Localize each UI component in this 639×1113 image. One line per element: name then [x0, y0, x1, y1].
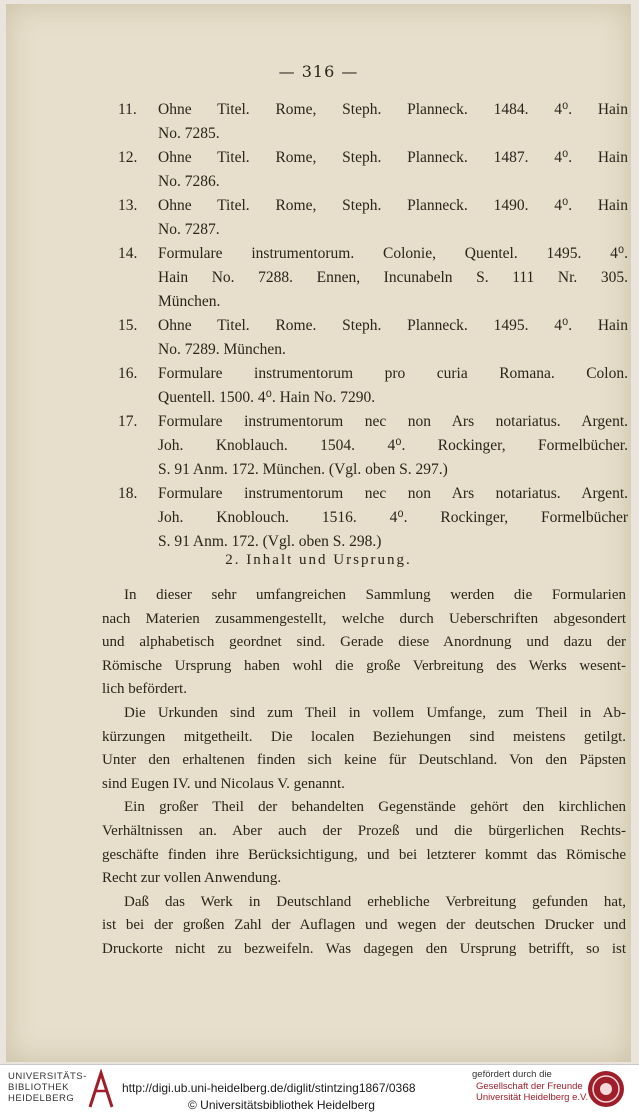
entry-number: 11. — [118, 101, 137, 118]
entry-line: Ohne Titel. Rome, Steph. Planneck. 1490. 4⁰. Hain — [158, 197, 628, 214]
entry-number: 17. — [118, 413, 138, 430]
footer-bar — [0, 1064, 639, 1113]
sponsor-name — [476, 1081, 588, 1103]
entry-line: Quentell. 1500. 4⁰. Hain No. 7290. — [158, 389, 376, 406]
library-name-line: UNIVERSITÄTS- — [8, 1071, 87, 1082]
library-name — [8, 1071, 87, 1104]
paragraph — [102, 891, 626, 962]
copyright-text: © Universitätsbibliothek Heidelberg — [188, 1098, 375, 1112]
entry-line: Ohne Titel. Rome. Steph. Planneck. 1495. 4⁰. Hain — [158, 317, 628, 334]
bibliography-entry — [118, 362, 628, 410]
university-seal-icon — [586, 1069, 626, 1109]
paragraph-line: sind Eugen IV. und Nicolaus V. genannt. — [102, 775, 345, 792]
entry-number: 12. — [118, 149, 138, 166]
entry-line: Formulare instrumentorum nec non Ars notariatus. Argent. — [158, 413, 628, 430]
paragraph-line: kürzungen mitgetheilt. Die localen Beziehungen sind meistens getilgt. — [102, 728, 626, 745]
library-logo-icon — [86, 1069, 116, 1109]
paragraph-line: ist bei der großen Zahl der Auflagen und wegen der deutschen Drucker und — [102, 917, 626, 934]
entry-number: 14. — [118, 245, 138, 262]
entry-line: Hain No. 7288. Ennen, Incunabeln S. 111 Nr. 305. — [158, 269, 628, 286]
paragraph-line: Daß das Werk in Deutschland erhebliche Verbreitung gefunden hat, — [124, 893, 626, 910]
entry-number: 16. — [118, 365, 138, 382]
sponsor-label: gefördert durch die — [472, 1069, 552, 1080]
entry-line: Joh. Knoblauch. 1504. 4⁰. Rockinger, Formelbücher. — [158, 437, 628, 454]
entry-line: Formulare instrumentorum nec non Ars notariatus. Argent. — [158, 485, 628, 502]
sponsor-name-line: Gesellschaft der Freunde — [476, 1081, 583, 1092]
paragraph-line: Druckorte nicht zu bezweifeln. Was dagegen den Ursprung betrifft, so ist — [102, 940, 626, 957]
scanned-page — [6, 4, 631, 1062]
paragraph-line: geschäfte finden ihre Berücksichtigung, und bei letzterer kommt das Römische — [102, 846, 626, 863]
entry-line: No. 7286. — [158, 173, 220, 190]
entry-line: Joh. Knoblouch. 1516. 4⁰. Rockinger, Formelbücher — [158, 509, 628, 526]
entry-line: No. 7285. — [158, 125, 220, 142]
entry-line: S. 91 Anm. 172. München. (Vgl. oben S. 297.) — [158, 461, 448, 478]
body-text — [102, 584, 626, 962]
paragraph-line: In dieser sehr umfangreichen Sammlung werden die Formularien — [124, 587, 626, 603]
entry-line: Formulare instrumentorum. Colonie, Quentel. 1495. 4⁰. — [158, 245, 628, 262]
bibliography-entry — [118, 98, 628, 146]
paragraph — [102, 796, 626, 890]
paragraph-line: und alphabetisch geordnet sind. Gerade diese Anordnung und dazu der — [102, 634, 626, 651]
paragraph — [102, 584, 626, 702]
paragraph-line: Recht zur vollen Anwendung. — [102, 870, 282, 887]
entry-number: 15. — [118, 317, 138, 334]
entry-line: No. 7287. — [158, 221, 220, 238]
entry-number: 18. — [118, 485, 138, 502]
paragraph-line: Unter den erhaltenen finden sich keine für Deutschland. Von den Päpsten — [102, 752, 626, 769]
bibliography-entry — [118, 194, 628, 242]
entry-line: München. — [158, 293, 221, 310]
bibliography-entry — [118, 410, 628, 482]
paragraph-line: Ein großer Theil der behandelten Gegenstände gehört den kirchlichen — [124, 799, 626, 816]
library-name-line: BIBLIOTHEK — [8, 1082, 69, 1093]
bibliography-entry — [118, 146, 628, 194]
entry-line: Ohne Titel. Rome, Steph. Planneck. 1484. 4⁰. Hain — [158, 101, 628, 118]
permalink-link[interactable]: http://digi.ub.uni-heidelberg.de/diglit/stintzing1867/0368 — [122, 1081, 416, 1095]
sponsor-name-line: Universität Heidelberg e.V. — [476, 1092, 589, 1103]
section-heading: 2. Inhalt und Ursprung. — [225, 552, 412, 568]
paragraph-line: Verhältnissen an. Aber auch der Prozeß und die bürgerlichen Rechts- — [102, 822, 626, 839]
paragraph-line: lich befördert. — [102, 681, 187, 698]
entry-line: Formulare instrumentorum pro curia Romana. Colon. — [158, 365, 628, 382]
bibliography-entry — [118, 314, 628, 362]
bibliography-entry — [118, 482, 628, 554]
paragraph — [102, 702, 626, 796]
page-number: — 316 — — [278, 62, 359, 81]
entry-number: 13. — [118, 197, 138, 214]
entry-line: S. 91 Anm. 172. (Vgl. oben S. 298.) — [158, 533, 382, 550]
paragraph-line: Römische Ursprung haben wohl die große Verbreitung des Werks wesent- — [102, 657, 626, 674]
bibliography-entry — [118, 242, 628, 314]
entry-line: Ohne Titel. Rome, Steph. Planneck. 1487. 4⁰. Hain — [158, 149, 628, 166]
paragraph-line: nach Materien zusammengestellt, welche durch Ueberschriften abgesondert — [102, 610, 626, 627]
entry-line: No. 7289. München. — [158, 341, 286, 358]
library-name-line: HEIDELBERG — [8, 1093, 75, 1104]
paragraph-line: Die Urkunden sind zum Theil in vollem Umfange, zum Theil in Ab- — [124, 704, 626, 721]
